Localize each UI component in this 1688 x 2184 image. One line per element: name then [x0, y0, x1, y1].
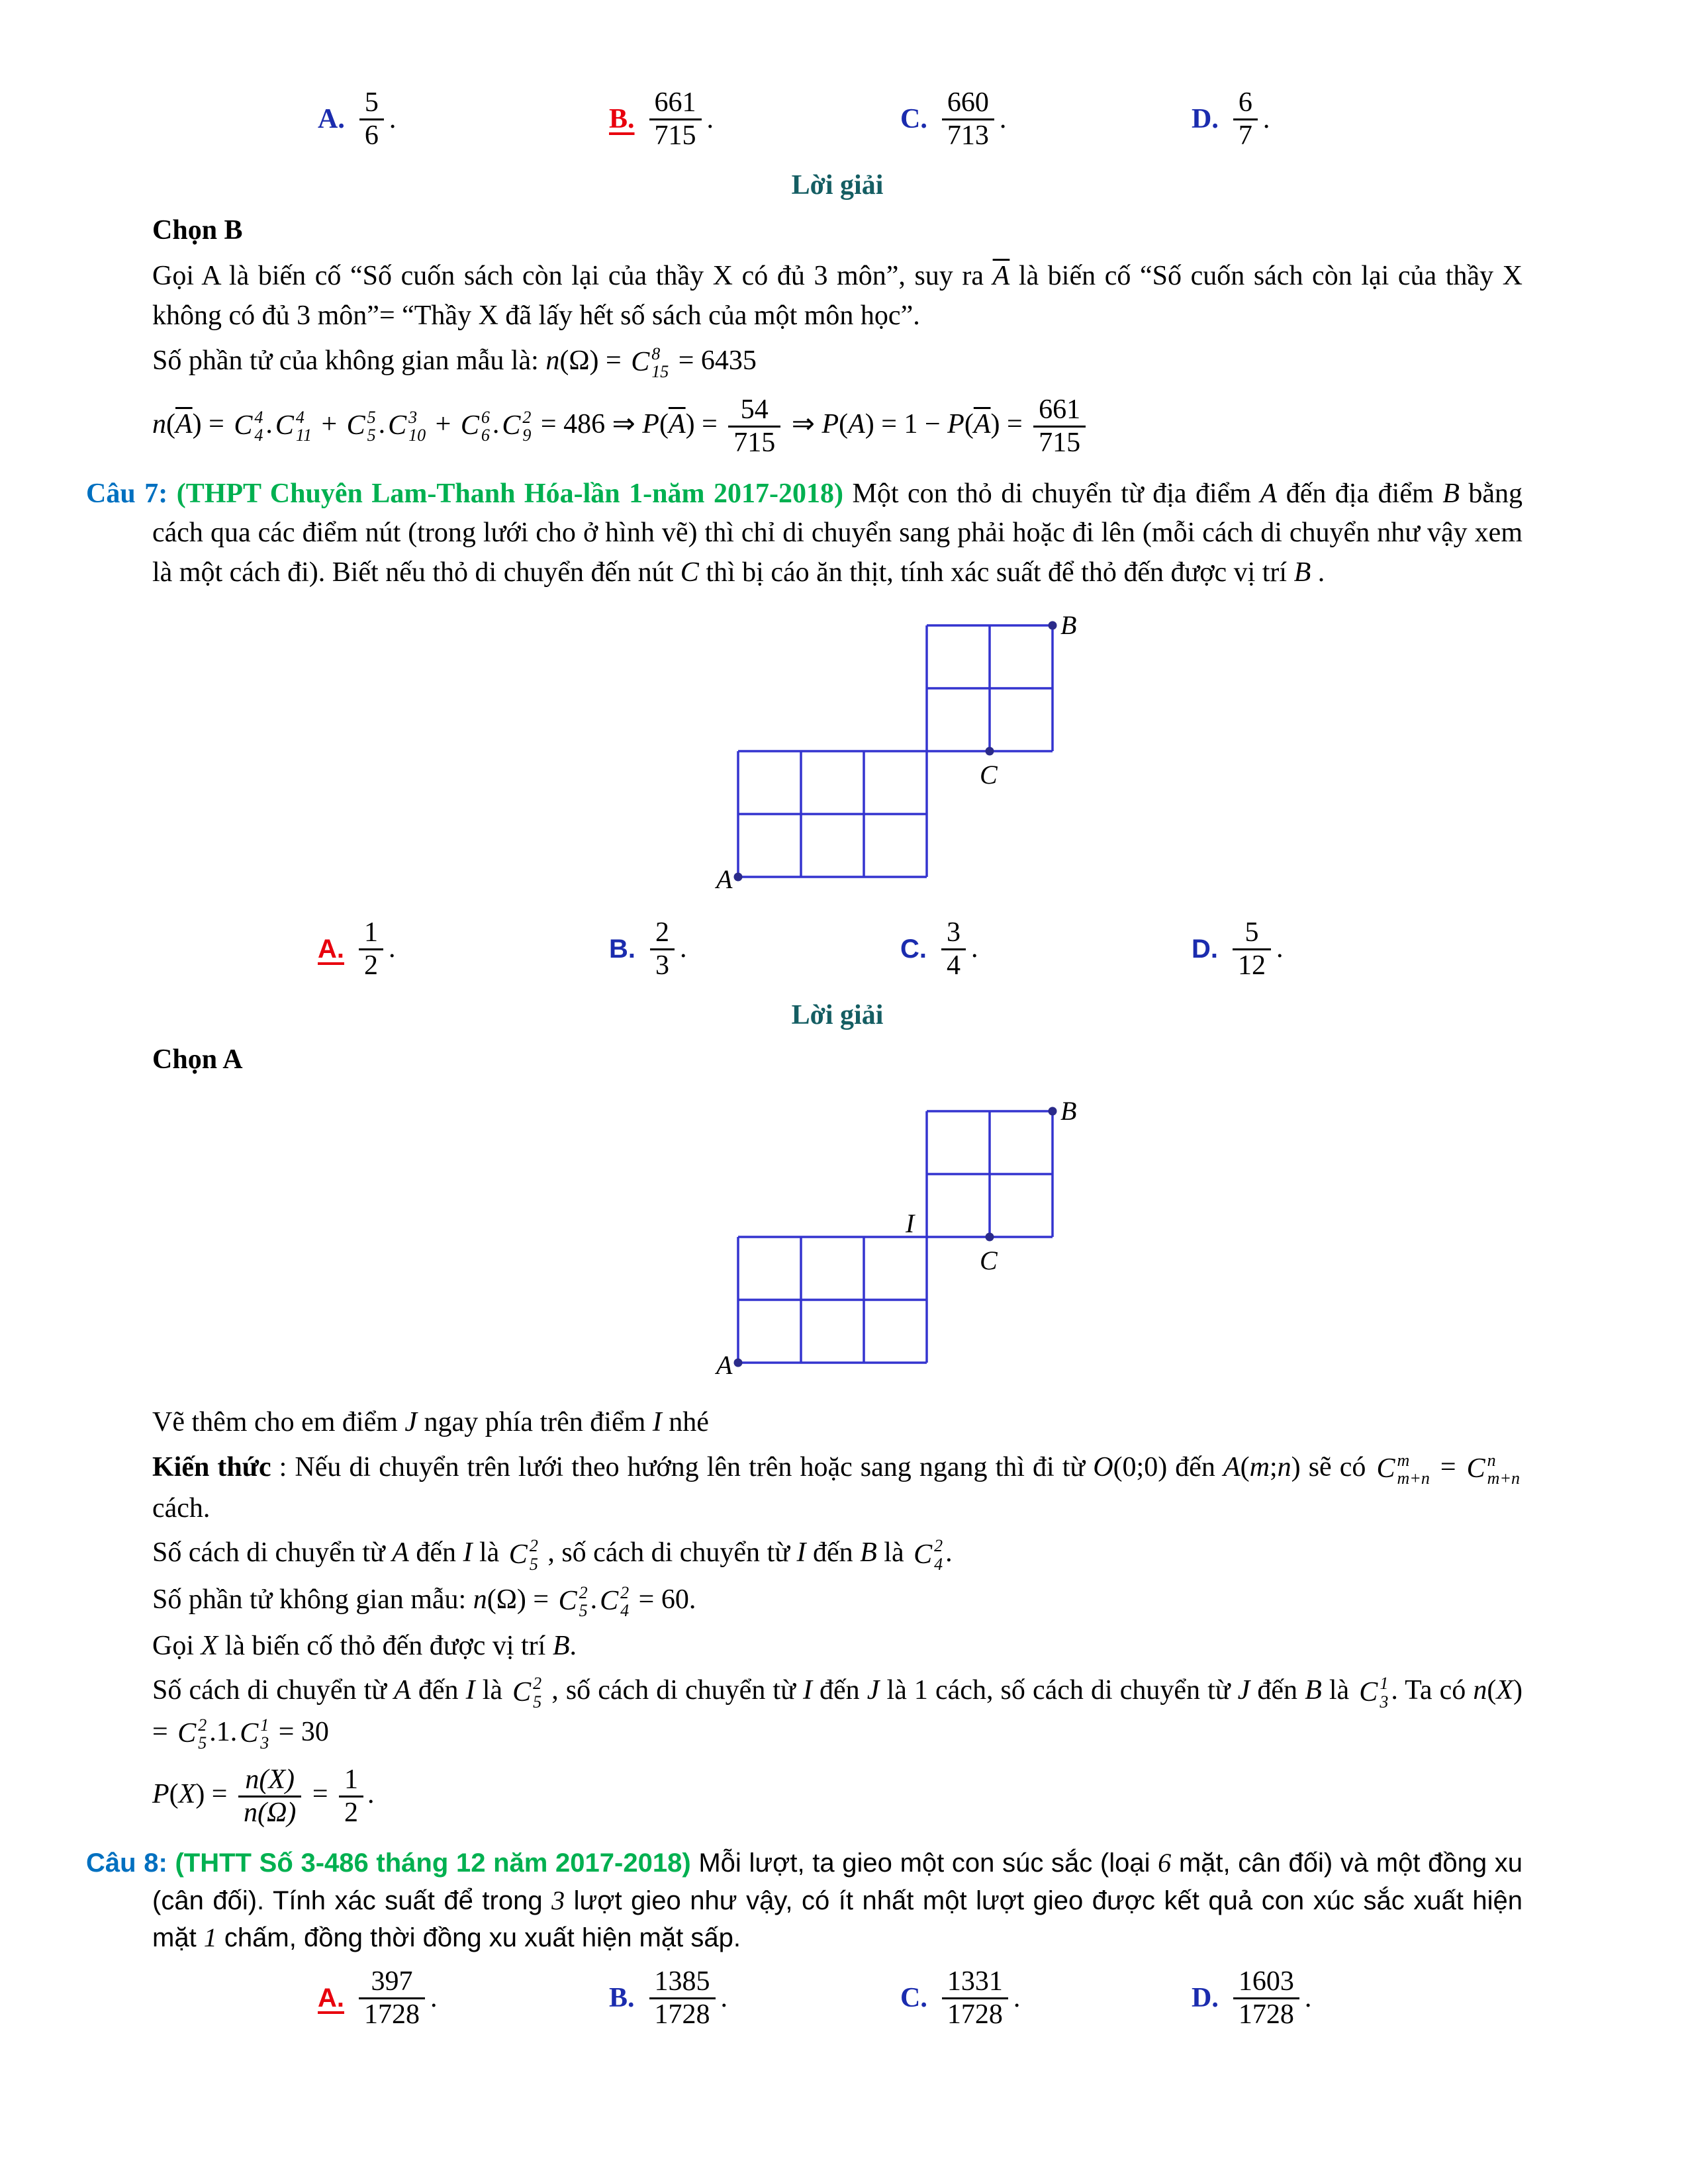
option-period: . — [1276, 933, 1284, 964]
option-letter: C. — [900, 103, 927, 134]
chosen-answer-q7: Chọn A — [152, 1044, 243, 1075]
figure-1-wrapper — [152, 602, 1523, 907]
answer-row-q6 — [152, 87, 1523, 152]
option-fraction: $\frac{1331}{1728}$ — [942, 1966, 1008, 2030]
answer-row-q7 — [152, 917, 1523, 981]
option-fraction: $\frac{2}{3}$ — [650, 917, 675, 981]
option-fraction: $\frac{6}{7}$ — [1233, 87, 1258, 152]
option-period: . — [971, 933, 978, 964]
option-letter: D. — [1192, 934, 1218, 964]
point-A-dot — [734, 872, 743, 881]
question-7-body: Một con thỏ di chuyển từ địa điểm A đến địa điểm B bằng cách qua các điểm nút (trong lưới cho ở hình vẽ) thì chỉ di chuyển sang phải hoặc đi lên (mỗi cách di chuyển như vậy xem là một cách đi). Biết nếu thỏ di chuyển đến nút C thì bị cáo ăn thịt, tính xác suất để thỏ đến được vị trí B . — [152, 478, 1523, 588]
option-period: . — [389, 103, 397, 134]
solution-line-6: Số cách di chuyển từ A đến I là C 2 5 , số cách di chuyển từ I đến J là 1 cách, số cách di chuyển từ J đến B là C 1 3 . Ta có n(X) = C 2 5 .1. C 1 3 = 30 — [152, 1674, 1523, 1752]
question-8-body: Mỗi lượt, ta gieo một con súc sắc (loại 6 mặt, cân đối) và một đồng xu (cân đối). Tính xác suất để trong 3 lượt gieo như vậy, có ít nhất một lượt gieo được kết quả con xúc sắc xuất hiện mặt 1 chấm, đồng thời đồng xu xuất hiện mặt sấp. — [152, 1847, 1523, 1953]
label-A: A — [716, 864, 733, 894]
option-letter: A. — [318, 103, 345, 134]
label-B: B — [1060, 1095, 1077, 1126]
option-letter: D. — [1192, 1982, 1219, 2013]
option-fraction: $\frac{1385}{1728}$ — [649, 1966, 716, 2030]
solution-line-3: Số cách di chuyển từ A đến I là C 2 5 , số cách di chuyển từ I đến B là C 2 4 . — [152, 1536, 953, 1574]
solution-paragraph-2: Số phần tử của không gian mẫu là: n(Ω) = C 8 15 = 6435 — [152, 343, 757, 381]
solution-line-1: Vẽ thêm cho em điểm J ngay phía trên điểm I nhé — [152, 1406, 709, 1437]
answer-row-q8 — [152, 1966, 1523, 2030]
option-period: . — [720, 1982, 728, 2013]
question-8-label: Câu 8: — [86, 1848, 167, 1878]
option-q7-a — [318, 917, 609, 981]
option-fraction: $\frac{660}{713}$ — [942, 87, 994, 152]
option-q7-d — [1192, 917, 1483, 981]
point-C-dot — [986, 1232, 994, 1241]
option-period: . — [1262, 103, 1270, 134]
question-7-label: Câu 7: — [86, 478, 168, 509]
option-q7-b — [609, 917, 900, 981]
option-fraction: $\frac{5}{6}$ — [359, 87, 384, 152]
option-letter: A. — [318, 1983, 344, 2013]
option-fraction: $\frac{397}{1728}$ — [359, 1966, 425, 2030]
solution-heading — [152, 166, 1523, 206]
option-fraction: $\frac{661}{715}$ — [649, 87, 702, 152]
option-q6-d — [1192, 87, 1483, 152]
option-period: . — [680, 933, 687, 964]
option-letter: A. — [318, 934, 344, 964]
option-letter: B. — [609, 103, 635, 134]
display-formula-q7: P(X) = $\frac{n(X)}{n(\Omega)}$ = $\frac{1}{2}$ . — [152, 1764, 375, 1828]
question-7 — [86, 475, 1523, 593]
solution-heading — [152, 996, 1523, 1036]
lattice-figure-2 — [715, 1088, 1099, 1392]
option-letter: C. — [900, 934, 927, 964]
option-q8-c — [900, 1966, 1192, 2030]
grid-lines — [738, 625, 1053, 877]
point-B-dot — [1049, 621, 1057, 629]
option-period: . — [389, 933, 396, 964]
option-period: . — [1013, 1982, 1021, 2013]
loi-giai-label: Lời giải — [791, 999, 884, 1030]
loi-giai-label: Lời giải — [791, 170, 884, 201]
option-fraction: $\frac{5}{12}$ — [1233, 917, 1271, 981]
option-q6-b — [609, 87, 900, 152]
option-q8-b — [609, 1966, 900, 2030]
label-A: A — [716, 1349, 733, 1380]
point-B-dot — [1049, 1107, 1057, 1115]
option-period: . — [430, 1982, 438, 2013]
solution-line-2: Kiến thức : Nếu di chuyển trên lưới theo hướng lên trên hoặc sang ngang thì đi từ O(0;0) đến A(m;n) sẽ có C m m+n = C n m+n cách. — [152, 1450, 1520, 1524]
solution-paragraph-1: Gọi A là biến cố “Số cuốn sách còn lại của thầy X có đủ 3 môn”, suy ra $\overline{A}$ là biến cố “Số cuốn sách còn lại của thầy X không có đủ 3 môn”= “Thầy X đã lấy hết số sách của một môn học”. — [152, 261, 1523, 331]
option-letter: B. — [609, 934, 635, 964]
label-I: I — [906, 1208, 915, 1238]
figure-2-wrapper — [152, 1088, 1523, 1392]
question-7-source: (THPT Chuyên Lam-Thanh Hóa-lần 1-năm 2017-2018) — [176, 478, 843, 509]
option-fraction: $\frac{1603}{1728}$ — [1233, 1966, 1299, 2030]
option-period: . — [999, 103, 1007, 134]
option-fraction: $\frac{1}{2}$ — [359, 917, 383, 981]
lattice-figure-1 — [715, 602, 1099, 907]
option-fraction: $\frac{3}{4}$ — [941, 917, 966, 981]
option-letter: B. — [609, 1982, 635, 2013]
chosen-answer-q6: Chọn B — [152, 214, 243, 246]
question-8 — [86, 1844, 1523, 1957]
label-C: C — [980, 759, 998, 790]
point-A-dot — [734, 1358, 743, 1367]
option-q8-a — [318, 1966, 609, 2030]
option-period: . — [1304, 1982, 1312, 2013]
option-period: . — [706, 103, 714, 134]
label-B: B — [1060, 610, 1077, 640]
option-letter: C. — [900, 1982, 927, 2013]
option-q8-d — [1192, 1966, 1483, 2030]
question-8-source: (THTT Số 3-486 tháng 12 năm 2017-2018) — [175, 1848, 691, 1878]
label-C: C — [980, 1245, 998, 1275]
option-q7-c — [900, 917, 1192, 981]
solution-line-4: Số phần tử không gian mẫu: n(Ω) = C 2 5 . C 2 4 = 60. — [152, 1582, 696, 1620]
point-C-dot — [986, 747, 994, 755]
option-letter: D. — [1192, 103, 1219, 134]
option-q6-a — [318, 87, 609, 152]
display-formula-q6: $n(\overline{A})$ = C 4 4 . C 4 11 + C 5 5 . C 3 10 + C 6 6 . C 2 9 = 486 ⇒ $P(\overline{A})$ = $\frac{54}{715}$ ⇒ $P(A) = 1 - P(\overline{A})$ = $\frac{661}{715}$ — [152, 394, 1523, 459]
grid-lines — [738, 1111, 1053, 1363]
option-q6-c — [900, 87, 1192, 152]
solution-line-5: Gọi X là biến cố thỏ đến được vị trí B. — [152, 1630, 577, 1661]
